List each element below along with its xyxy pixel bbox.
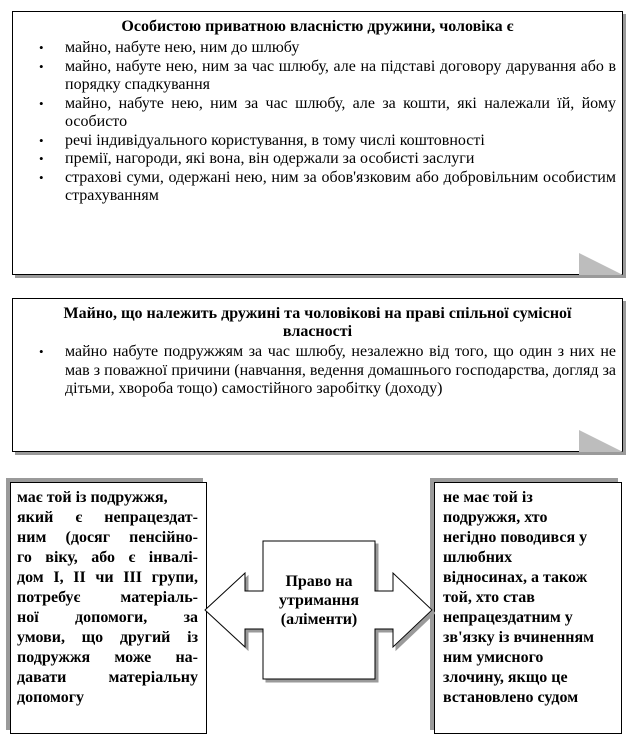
alimony-right-line: умови, що другий із [17,629,198,646]
no-alimony-line: злочину, якщо це [443,669,568,686]
page-fold-icon [579,253,623,275]
no-alimony-box [434,482,622,734]
joint-property-box [12,298,623,452]
list-item: • майно, набуте нею, ним до шлюбу [13,39,622,58]
personal-property-list [13,39,622,206]
joint-property-title: Майно, що належить дружині та чоловікові на праві спільної сумісної власності [63,305,572,340]
alimony-right-line: подружжя може на- [17,649,198,666]
no-alimony-line: відносинах, а також [443,569,588,586]
alimony-right-line: давати матеріальну [17,669,198,686]
alimony-right-line: який є непрацездат- [17,509,198,526]
no-alimony-line: негідно поводився у [443,529,588,546]
no-alimony-line: встановлено судом [443,689,579,706]
list-item: • майно набуте подружжям за час шлюбу, незалежно від того, що один з них не мав з поважної причини (навчання, ведення домашнього господарства, догляд за дітьми, хвороба тощо) самостійного заробітку (доходу) [13,343,622,399]
list-item: • страхові суми, одержані нею, ним за обов'язковим або добровільним особистим страхуванням [13,169,622,206]
alimony-right-line: має той із подружжя, [17,489,168,506]
list-item: • майно, набуте нею, ним за час шлюбу, але на підставі договору дарування або в порядку спадкування [13,58,622,95]
alimony-right-line: допомогу [17,689,84,706]
joint-property-list [13,343,622,399]
no-alimony-line: не має той із [443,489,533,506]
alimony-right-line: дом І, ІІ чи ІІІ групи, [17,569,198,586]
alimony-right-line: ним (досяг пенсійно- [17,529,198,546]
no-alimony-line: той, хто став [443,589,535,606]
no-alimony-line: ним умисного [443,649,544,666]
list-item: • речі індивідуального користування, в тому числі коштовності [13,132,622,151]
alimony-right-box [10,482,207,734]
no-alimony-line: зв'язку із вчиненням [443,629,595,646]
personal-property-title: Особистою приватною власністю дружини, чоловіка є [121,18,514,35]
page-fold-icon [579,430,623,452]
alimony-right-line: потребує матеріаль- [17,589,198,606]
no-alimony-line: непрацездатним у [443,609,573,626]
alimony-right-line: го віку, або є інвалі- [17,549,198,566]
alimony-label: Право на утримання (аліменти) [278,573,360,628]
no-alimony-line: шлюбних [443,549,513,566]
list-item: • майно, набуте нею, ним за час шлюбу, але за кошти, які належали їй, йому особисто [13,95,622,132]
alimony-right-line: ної допомоги, за [17,609,198,626]
no-alimony-line: подружжя, хто [443,509,548,526]
personal-property-box [12,11,623,275]
list-item: • премії, нагороди, які вона, він одержали за особисті заслуги [13,150,622,169]
